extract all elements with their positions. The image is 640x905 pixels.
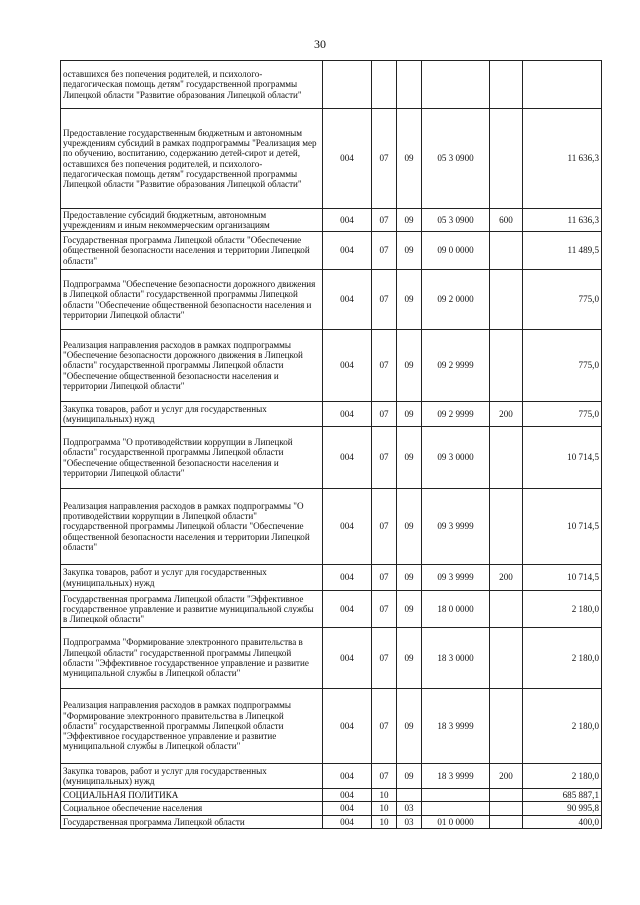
row-section-cell: 07 bbox=[372, 565, 397, 591]
row-section-cell: 07 bbox=[372, 628, 397, 689]
table-row bbox=[61, 628, 602, 689]
row-amount-cell: 11 636,3 bbox=[523, 209, 602, 232]
row-subsection-cell: 03 bbox=[397, 802, 422, 816]
row-name-cell: Подпрограмма "Формирование электронного правительства в Липецкой области" государственной программы Липецкой области "Эффективное государственное управление и развитие муниципальной службы в Липецкой области" bbox=[61, 628, 323, 689]
row-target-article-cell: 09 0 0000 bbox=[422, 232, 490, 270]
row-ministry-code-cell: 004 bbox=[323, 802, 372, 816]
row-expense-type-cell bbox=[490, 802, 523, 816]
row-section-cell: 10 bbox=[372, 816, 397, 829]
row-ministry-code-cell: 004 bbox=[323, 232, 372, 270]
row-target-article-cell: 18 3 9999 bbox=[422, 689, 490, 764]
row-name-cell: Реализация направления расходов в рамках подпрограммы "Формирование электронного правительства в Липецкой области" государственной программы Липецкой области "Эффективное государственное управление и развитие муниципальной службы в Липецкой области" bbox=[61, 689, 323, 764]
row-name-cell: Закупка товаров, работ и услуг для государственных (муниципальных) нужд bbox=[61, 565, 323, 591]
row-ministry-code-cell: 004 bbox=[323, 789, 372, 802]
row-name-cell: Государственная программа Липецкой области bbox=[61, 816, 323, 829]
row-expense-type-cell bbox=[490, 330, 523, 402]
row-ministry-code-cell: 004 bbox=[323, 402, 372, 427]
row-amount-cell: 10 714,5 bbox=[523, 565, 602, 591]
row-expense-type-cell: 200 bbox=[490, 402, 523, 427]
row-expense-type-cell bbox=[490, 628, 523, 689]
row-name-cell: Социальное обеспечение населения bbox=[61, 802, 323, 816]
table-row bbox=[61, 109, 602, 209]
row-amount-cell: 2 180,0 bbox=[523, 764, 602, 789]
row-target-article-cell: 18 0 0000 bbox=[422, 591, 490, 628]
table-row bbox=[61, 270, 602, 330]
table-row bbox=[61, 232, 602, 270]
row-target-article-cell: 01 0 0000 bbox=[422, 816, 490, 829]
row-subsection-cell: 09 bbox=[397, 402, 422, 427]
row-subsection-cell: 09 bbox=[397, 232, 422, 270]
row-amount-cell: 685 887,1 bbox=[523, 789, 602, 802]
row-section-cell: 10 bbox=[372, 789, 397, 802]
row-name-cell: оставшихся без попечения родителей, и психолого-педагогическая помощь детям" государственной программы Липецкой области "Развитие образования Липецкой области" bbox=[61, 61, 323, 109]
row-section-cell: 07 bbox=[372, 109, 397, 209]
row-expense-type-cell bbox=[490, 61, 523, 109]
row-amount-cell: 775,0 bbox=[523, 270, 602, 330]
row-amount-cell: 10 714,5 bbox=[523, 427, 602, 489]
row-ministry-code-cell: 004 bbox=[323, 591, 372, 628]
row-name-cell: СОЦИАЛЬНАЯ ПОЛИТИКА bbox=[61, 789, 323, 802]
row-name-cell: Предоставление субсидий бюджетным, автономным учреждениям и иным некоммерческим организациям bbox=[61, 209, 323, 232]
row-ministry-code-cell: 004 bbox=[323, 816, 372, 829]
row-amount-cell: 90 995,8 bbox=[523, 802, 602, 816]
row-name-cell: Подпрограмма "О противодействии коррупции в Липецкой области" государственной программы Липецкой области "Обеспечение общественной безопасности населения и территории Липецкой области" bbox=[61, 427, 323, 489]
row-name-cell: Реализация направления расходов в рамках подпрограммы "О противодействии коррупции в Липецкой области" государственной программы Липецкой области "Обеспечение общественной безопасности населения и территории Липецкой области" bbox=[61, 489, 323, 565]
row-expense-type-cell bbox=[490, 591, 523, 628]
row-expense-type-cell bbox=[490, 689, 523, 764]
table-row bbox=[61, 816, 602, 829]
row-subsection-cell: 09 bbox=[397, 565, 422, 591]
row-amount-cell: 775,0 bbox=[523, 330, 602, 402]
row-expense-type-cell bbox=[490, 816, 523, 829]
row-target-article-cell bbox=[422, 61, 490, 109]
row-subsection-cell: 09 bbox=[397, 764, 422, 789]
row-subsection-cell: 09 bbox=[397, 270, 422, 330]
row-subsection-cell: 09 bbox=[397, 109, 422, 209]
row-section-cell: 07 bbox=[372, 270, 397, 330]
row-ministry-code-cell: 004 bbox=[323, 270, 372, 330]
row-section-cell bbox=[372, 61, 397, 109]
row-name-cell: Государственная программа Липецкой области "Эффективное государственное управление и развитие муниципальной службы в Липецкой области" bbox=[61, 591, 323, 628]
row-expense-type-cell: 200 bbox=[490, 565, 523, 591]
row-amount-cell: 2 180,0 bbox=[523, 591, 602, 628]
table-row bbox=[61, 689, 602, 764]
row-section-cell: 07 bbox=[372, 209, 397, 232]
row-amount-cell: 10 714,5 bbox=[523, 489, 602, 565]
table-row bbox=[61, 764, 602, 789]
row-expense-type-cell: 600 bbox=[490, 209, 523, 232]
row-expense-type-cell bbox=[490, 109, 523, 209]
row-ministry-code-cell: 004 bbox=[323, 330, 372, 402]
table-row bbox=[61, 591, 602, 628]
row-target-article-cell bbox=[422, 802, 490, 816]
row-section-cell: 07 bbox=[372, 232, 397, 270]
row-section-cell: 07 bbox=[372, 330, 397, 402]
row-section-cell: 07 bbox=[372, 402, 397, 427]
table-row bbox=[61, 209, 602, 232]
row-subsection-cell: 03 bbox=[397, 816, 422, 829]
row-target-article-cell: 09 3 9999 bbox=[422, 565, 490, 591]
row-ministry-code-cell: 004 bbox=[323, 764, 372, 789]
row-target-article-cell: 05 3 0900 bbox=[422, 209, 490, 232]
row-subsection-cell: 09 bbox=[397, 489, 422, 565]
row-section-cell: 07 bbox=[372, 489, 397, 565]
row-target-article-cell: 05 3 0900 bbox=[422, 109, 490, 209]
row-target-article-cell: 18 3 9999 bbox=[422, 764, 490, 789]
table-row bbox=[61, 489, 602, 565]
table-row bbox=[61, 427, 602, 489]
row-name-cell: Закупка товаров, работ и услуг для государственных (муниципальных) нужд bbox=[61, 764, 323, 789]
row-amount-cell: 2 180,0 bbox=[523, 689, 602, 764]
table-row bbox=[61, 330, 602, 402]
row-target-article-cell: 09 3 0000 bbox=[422, 427, 490, 489]
row-subsection-cell: 09 bbox=[397, 689, 422, 764]
row-ministry-code-cell: 004 bbox=[323, 109, 372, 209]
row-expense-type-cell bbox=[490, 232, 523, 270]
row-subsection-cell: 09 bbox=[397, 330, 422, 402]
row-amount-cell: 775,0 bbox=[523, 402, 602, 427]
row-ministry-code-cell: 004 bbox=[323, 489, 372, 565]
table-row bbox=[61, 802, 602, 816]
row-subsection-cell: 09 bbox=[397, 209, 422, 232]
row-subsection-cell bbox=[397, 789, 422, 802]
row-target-article-cell: 09 3 9999 bbox=[422, 489, 490, 565]
table-row bbox=[61, 789, 602, 802]
row-ministry-code-cell: 004 bbox=[323, 689, 372, 764]
budget-table bbox=[60, 60, 602, 829]
table-row bbox=[61, 61, 602, 109]
row-section-cell: 10 bbox=[372, 802, 397, 816]
row-section-cell: 07 bbox=[372, 427, 397, 489]
budget-table-body bbox=[61, 61, 602, 829]
row-amount-cell bbox=[523, 61, 602, 109]
row-name-cell: Подпрограмма "Обеспечение безопасности дорожного движения в Липецкой области" государственной программы Липецкой области "Обеспечение общественной безопасности населения и территории Липецкой области" bbox=[61, 270, 323, 330]
row-name-cell: Закупка товаров, работ и услуг для государственных (муниципальных) нужд bbox=[61, 402, 323, 427]
page-number: 30 bbox=[314, 37, 326, 51]
row-expense-type-cell bbox=[490, 270, 523, 330]
row-target-article-cell: 09 2 9999 bbox=[422, 402, 490, 427]
row-ministry-code-cell: 004 bbox=[323, 427, 372, 489]
table-row bbox=[61, 565, 602, 591]
row-subsection-cell: 09 bbox=[397, 591, 422, 628]
row-amount-cell: 400,0 bbox=[523, 816, 602, 829]
row-expense-type-cell bbox=[490, 489, 523, 565]
row-subsection-cell: 09 bbox=[397, 628, 422, 689]
row-expense-type-cell: 200 bbox=[490, 764, 523, 789]
row-target-article-cell bbox=[422, 789, 490, 802]
row-target-article-cell: 09 2 0000 bbox=[422, 270, 490, 330]
table-row bbox=[61, 402, 602, 427]
row-name-cell: Реализация направления расходов в рамках подпрограммы "Обеспечение безопасности дорожного движения в Липецкой области" государственной программы Липецкой области "Обеспечение общественной безопасности населения и территории Липецкой области" bbox=[61, 330, 323, 402]
row-ministry-code-cell: 004 bbox=[323, 628, 372, 689]
row-amount-cell: 11 489,5 bbox=[523, 232, 602, 270]
row-subsection-cell: 09 bbox=[397, 427, 422, 489]
row-ministry-code-cell bbox=[323, 61, 372, 109]
row-section-cell: 07 bbox=[372, 689, 397, 764]
row-ministry-code-cell: 004 bbox=[323, 565, 372, 591]
row-subsection-cell bbox=[397, 61, 422, 109]
row-name-cell: Государственная программа Липецкой области "Обеспечение общественной безопасности населения и территории Липецкой области" bbox=[61, 232, 323, 270]
row-amount-cell: 11 636,3 bbox=[523, 109, 602, 209]
row-ministry-code-cell: 004 bbox=[323, 209, 372, 232]
row-target-article-cell: 18 3 0000 bbox=[422, 628, 490, 689]
row-section-cell: 07 bbox=[372, 591, 397, 628]
row-expense-type-cell bbox=[490, 427, 523, 489]
row-name-cell: Предоставление государственным бюджетным и автономным учреждениям субсидий в рамках подпрограммы "Реализация мер по обучению, воспитанию, содержанию детей-сирот и детей, оставшихся без попечения родителей, и психолого-педагогическая помощь детям" государственной программы Липецкой области "Развитие образования Липецкой области" bbox=[61, 109, 323, 209]
row-section-cell: 07 bbox=[372, 764, 397, 789]
row-amount-cell: 2 180,0 bbox=[523, 628, 602, 689]
row-target-article-cell: 09 2 9999 bbox=[422, 330, 490, 402]
row-expense-type-cell bbox=[490, 789, 523, 802]
